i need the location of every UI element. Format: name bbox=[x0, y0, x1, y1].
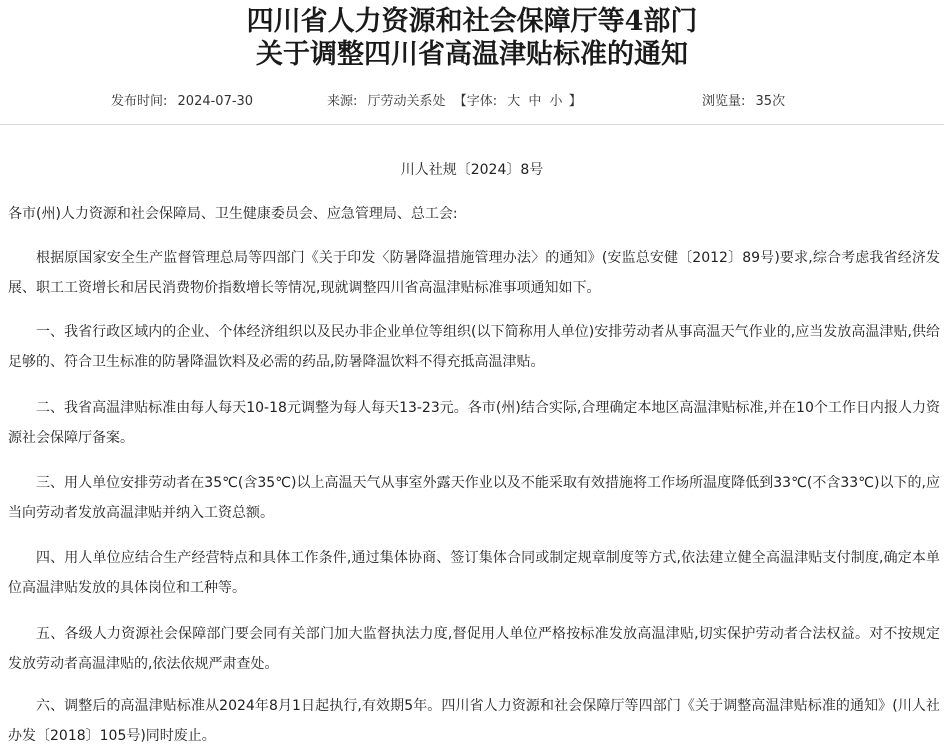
views-info bbox=[702, 93, 785, 111]
font-label-open: 【字体: bbox=[453, 94, 498, 109]
publish-date: 2024-07-30 bbox=[177, 94, 254, 109]
source-label: 来源: bbox=[327, 94, 358, 109]
publish-label: 发布时间: bbox=[111, 94, 168, 109]
publish-info bbox=[111, 93, 253, 111]
item-paragraph-5: 五、各级人力资源社会保障部门要会同有关部门加大监督执法力度,督促用人单位严格按标准发放高温津贴,切实保护劳动者合法权益。对不按规定发放劳动者高温津贴的,依法依规严肃查处。 bbox=[8, 626, 940, 672]
addressee: 各市(州)人力资源和社会保障局、卫生健康委员会、应急管理局、总工会: bbox=[8, 206, 458, 222]
item-paragraph-6: 六、调整后的高温津贴标准从2024年8月1日起执行,有效期5年。四川省人力资源和社会保障厅等四部门《关于调整高温津贴标准的通知》(川人社办发〔2018〕105号)同时废止。 bbox=[8, 698, 940, 744]
item-paragraph-2: 二、我省高温津贴标准由每人每天10-18元调整为每人每天13-23元。各市(州)结合实际,合理确定本地区高温津贴标准,并在10个工作日内报人力资源社会保障厅备案。 bbox=[8, 400, 940, 446]
font-size-large-link[interactable]: 大 bbox=[507, 94, 521, 109]
font-label-close: 】 bbox=[568, 94, 582, 109]
views-label: 浏览量: bbox=[702, 94, 746, 109]
item-paragraph-4: 四、用人单位应结合生产经营特点和具体工作条件,通过集体协商、签订集体合同或制定规章制度等方式,依法建立健全高温津贴支付制度,确定本单位高温津贴发放的具体岗位和工种等。 bbox=[8, 550, 940, 596]
source-info bbox=[327, 93, 582, 111]
page-title-line-1: 四川省人力资源和社会保障厅等4部门 bbox=[246, 6, 698, 37]
intro-paragraph: 根据原国家安全生产监督管理总局等四部门《关于印发〈防暑降温措施管理办法〉的通知》(安监总安健〔2012〕89号)要求,综合考虑我省经济发展、职工工资增长和居民消费物价指数增长等情况,现就调整四川省高温津贴标准事项通知如下。 bbox=[8, 250, 940, 296]
item-paragraph-3: 三、用人单位安排劳动者在35℃(含35℃)以上高温天气从事室外露天作业以及不能采取有效措施将工作场所温度降低到33℃(不含33℃)以下的,应当向劳动者发放高温津贴并纳入工资总额。 bbox=[8, 475, 940, 521]
font-size-small-link[interactable]: 小 bbox=[549, 94, 563, 109]
views-count: 35次 bbox=[755, 94, 786, 109]
font-size-medium-link[interactable]: 中 bbox=[528, 94, 542, 109]
header-divider bbox=[0, 124, 944, 125]
document-number: 川人社规〔2024〕8号 bbox=[400, 162, 544, 178]
item-paragraph-1: 一、我省行政区域内的企业、个体经济组织以及民办非企业单位等组织(以下简称用人单位)安排劳动者从事高温天气作业的,应当发放高温津贴,供给足够的、符合卫生标准的防暑降温饮料及必需的药品,防暑降温饮料不得充抵高温津贴。 bbox=[8, 324, 940, 370]
source-value: 厅劳动关系处 bbox=[367, 94, 446, 109]
font-size-control bbox=[454, 94, 582, 109]
page-title-line-2: 关于调整四川省高温津贴标准的通知 bbox=[256, 39, 688, 70]
